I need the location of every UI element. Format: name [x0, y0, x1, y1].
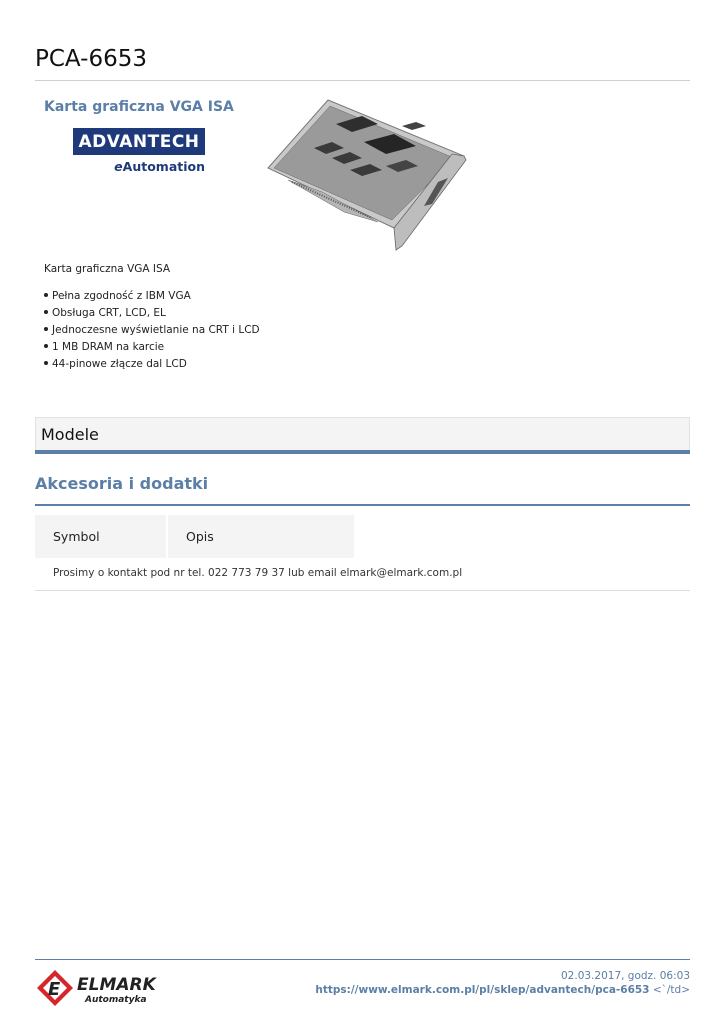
contact-note: Prosimy o kontakt pod nr tel. 022 773 79 37 lub email elmark@elmark.com.pl: [53, 567, 463, 579]
product-image: [266, 96, 472, 254]
product-subtitle: Karta graficzna VGA ISA: [44, 99, 234, 115]
svg-text:ELMARK: ELMARK: [77, 975, 156, 995]
models-section-title: Modele: [41, 425, 99, 444]
feature-list: [44, 288, 260, 373]
list-item: 1 MB DRAM na karcie: [44, 339, 260, 356]
bullet-icon: [44, 310, 48, 314]
eautomation-tagline: eAutomation: [114, 159, 205, 174]
column-header-opis: Opis: [168, 515, 354, 558]
bullet-icon: [44, 344, 48, 348]
footer-date: 02.03.2017, godz. 06:03: [561, 970, 690, 982]
advantech-logo: [73, 128, 205, 176]
elmark-logo: [35, 968, 160, 1008]
footer-url[interactable]: [315, 984, 690, 996]
accessories-table-header: [35, 515, 354, 558]
accessories-divider: [35, 504, 690, 506]
list-item: Pełna zgodność z IBM VGA: [44, 288, 260, 305]
bullet-icon: [44, 361, 48, 365]
title-divider: [35, 80, 690, 81]
svg-text:E: E: [48, 979, 61, 1000]
models-section-divider: [35, 450, 690, 454]
bullet-icon: [44, 293, 48, 297]
footer-divider: [35, 959, 690, 960]
product-description: Karta graficzna VGA ISA: [44, 263, 171, 275]
bullet-icon: [44, 327, 48, 331]
list-item: Jednoczesne wyświetlanie na CRT i LCD: [44, 322, 260, 339]
list-item: 44-pinowe złącze dal LCD: [44, 356, 260, 373]
svg-text:Automatyka: Automatyka: [85, 995, 147, 1005]
accessories-title: Akcesoria i dodatki: [35, 474, 209, 493]
list-item: Obsługa CRT, LCD, EL: [44, 305, 260, 322]
advantech-logo-wordmark: ADVANTECH: [73, 128, 205, 155]
footer-link[interactable]: https://www.elmark.com.pl/pl/sklep/advantech/pca-6653: [315, 984, 650, 996]
table-bottom-divider: [35, 590, 690, 591]
column-header-symbol: Symbol: [35, 515, 166, 558]
models-section-header: [35, 417, 690, 451]
footer-url-suffix: <`/td>: [649, 984, 690, 996]
page-title: PCA-6653: [35, 46, 147, 72]
